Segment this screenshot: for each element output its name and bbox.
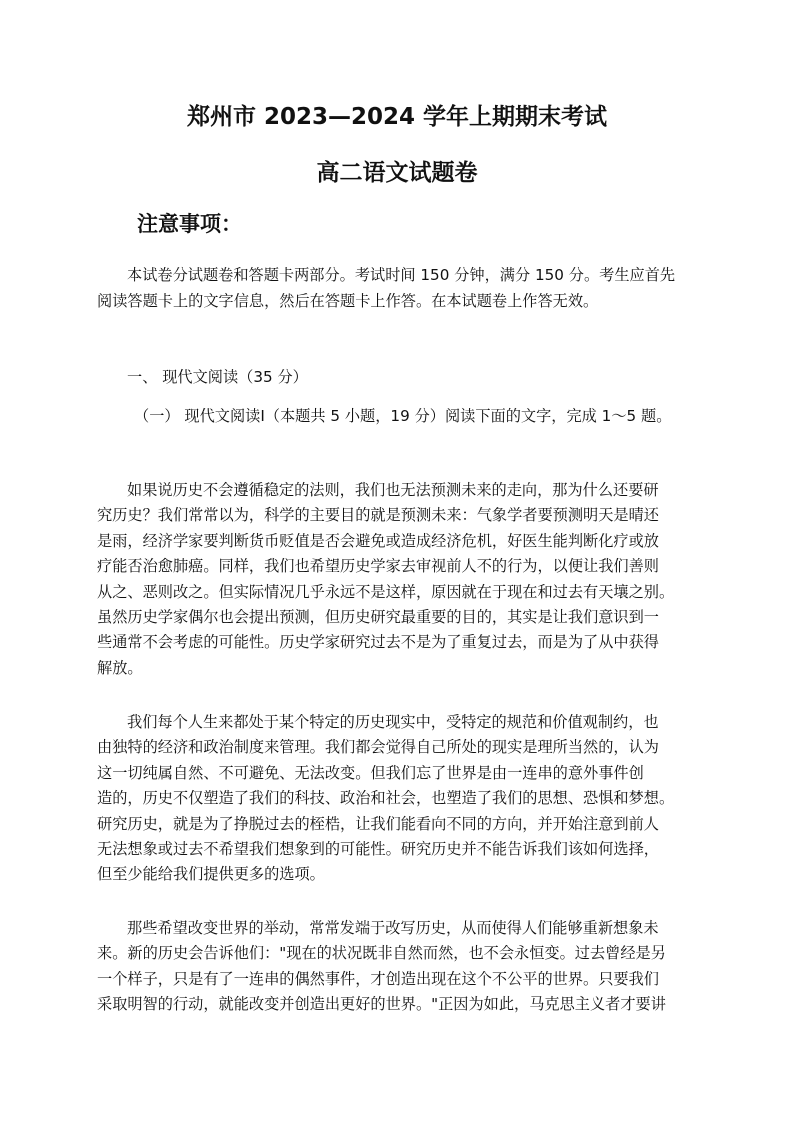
paragraph-line: 些通常不会考虑的可能性。历史学家研究过去不是为了重复过去，而是为了从中获得 [97, 633, 659, 652]
paragraph-line: 研究历史，就是为了挣脱过去的桎梏，让我们能看向不同的方向，并开始注意到前人 [97, 814, 659, 833]
exam-subtitle: 高二语文试题卷 [316, 160, 478, 186]
paragraph-line: 究历史？我们常常以为，科学的主要目的就是预测未来：气象学者要预测明天是晴还 [97, 506, 659, 525]
passage-paragraph-1 [97, 478, 709, 681]
notice-heading: 注意事项： [137, 212, 242, 236]
paragraph-line: 无法想象或过去不希望我们想象到的可能性。研究历史并不能告诉我们该如何选择， [97, 839, 659, 858]
paragraph-line: 是雨，经济学家要判断货币贬值是否会避免或造成经济危机，好医生能判断化疗或放 [97, 531, 659, 550]
subsection-heading: （一） 现代文阅读Ⅰ（本题共 5 小题，19 分）阅读下面的文字，完成 1～5 题。 [134, 407, 672, 425]
notice-line: 阅读答题卡上的文字信息，然后在答题卡上作答。在本试题卷上作答无效。 [97, 292, 599, 310]
passage-paragraph-2 [97, 710, 709, 888]
section-heading: 一、 现代文阅读（35 分） [127, 368, 308, 386]
exam-title: 郑州市 2023—2024 学年上期期末考试 [186, 104, 608, 130]
paragraph-line: 虽然历史学家偶尔也会提出预测，但历史研究最重要的目的，其实是让我们意识到一 [97, 607, 659, 626]
paragraph-line: 我们每个人生来都处于某个特定的历史现实中，受特定的规范和价值观制约，也 [127, 713, 659, 731]
paragraph-line: 解放。 [97, 658, 143, 677]
passage-paragraph-3 [97, 916, 709, 1018]
notice-body [97, 262, 709, 314]
paragraph-line: 如果说历史不会遵循稳定的法则，我们也无法预测未来的走向，那为什么还要研 [127, 481, 659, 499]
paragraph-line: 来。新的历史会告诉他们："现在的状况既非自然而然，也不会永恒变。过去曾经是另 [97, 944, 666, 963]
paragraph-line: 采取明智的行动，就能改变并创造出更好的世界。"正因为如此，马克思主义者才要讲 [97, 995, 666, 1014]
paragraph-line: 由独特的经济和政治制度来管理。我们都会觉得自己所处的现实是理所当然的，认为 [97, 738, 659, 757]
paragraph-line: 造的，历史不仅塑造了我们的科技、政治和社会，也塑造了我们的思想、恐惧和梦想。 [97, 789, 675, 808]
notice-line: 本试卷分试题卷和答题卡两部分。考试时间 150 分钟，满分 150 分。考生应首先 [127, 266, 676, 284]
paragraph-line: 从之、恶则改之。但实际情况几乎永远不是这样，原因就在于现在和过去有天壤之别。 [97, 582, 675, 601]
paragraph-line: 一个样子，只是有了一连串的偶然事件，才创造出现在这个不公平的世界。只要我们 [97, 969, 659, 988]
paragraph-line: 但至少能给我们提供更多的选项。 [97, 865, 325, 884]
paragraph-line: 那些希望改变世界的举动，常常发端于改写历史，从而使得人们能够重新想象未 [127, 919, 659, 937]
paragraph-line: 这一切纯属自然、不可避免、无法改变。但我们忘了世界是由一连串的意外事件创 [97, 763, 644, 782]
paragraph-line: 疗能否治愈肺癌。同样，我们也希望历史学家去审视前人不的行为，以便让我们善则 [97, 557, 659, 576]
